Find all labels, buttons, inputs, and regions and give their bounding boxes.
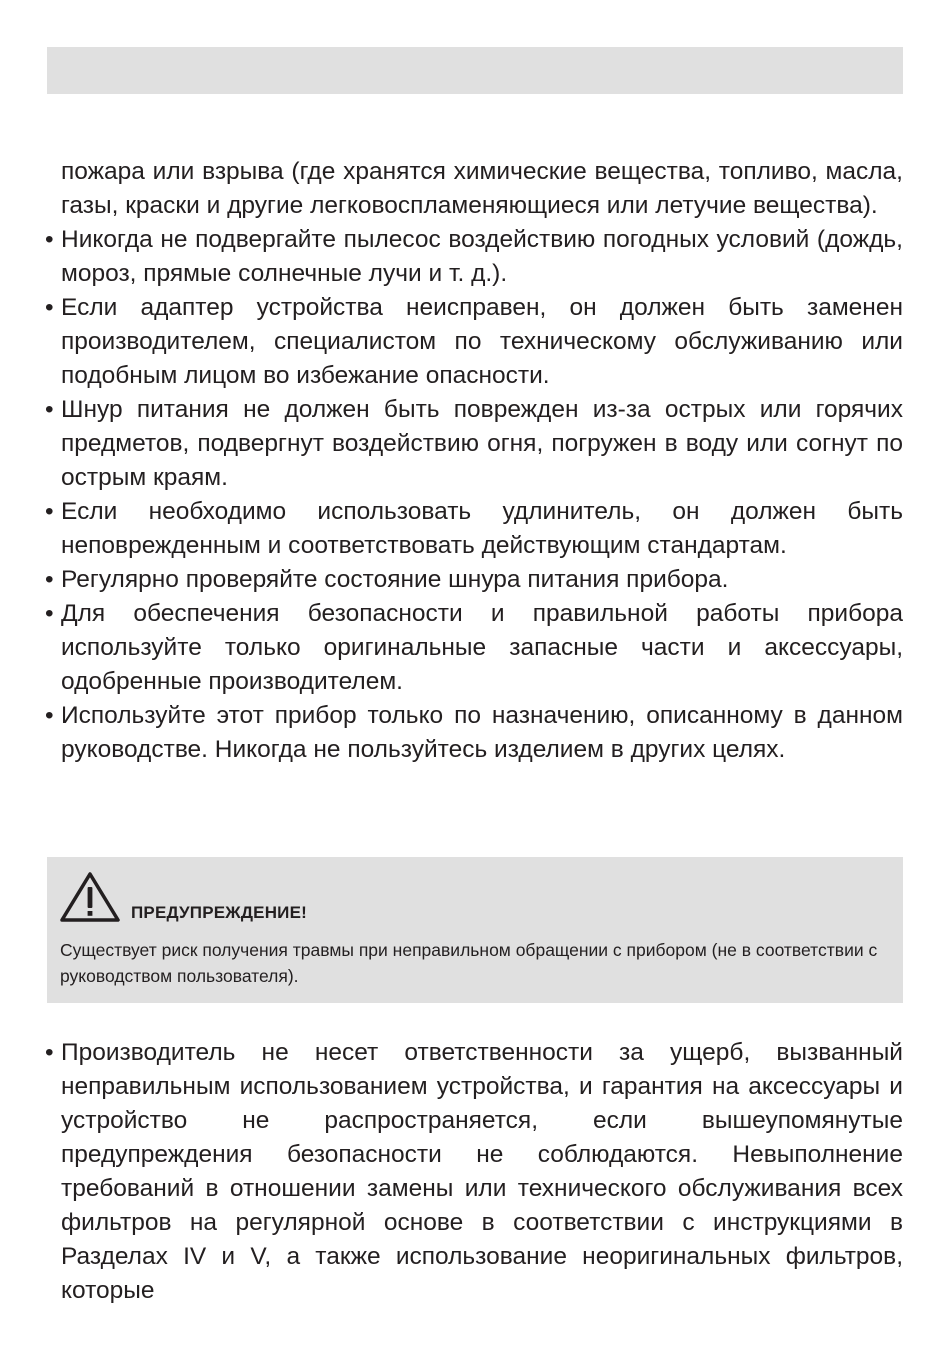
list-item (45, 495, 903, 563)
bullet-symbol: • (45, 498, 54, 525)
header-band (47, 47, 903, 94)
warning-text: Существует риск получения травмы при неправильном обращении с прибором (не в соответствии с руководством пользователя). (60, 940, 878, 986)
list-item-text: Производитель не несет ответственности за ущерб, вызванный неправильным использованием устройства, и гарантия на аксессуары и устройство не распространяется, если вышеупомянутые предупреждения безопасности не соблюдаются. Невыполнение требований в отношении замены или технического обслуживания всех фильтров на регулярной основе в соответствии с инструкциями в Разделах IV и V, а также использование неоригинальных фильтров, которые (61, 1039, 903, 1304)
list-item-text: Для обеспечения безопасности и правильной работы прибора используйте только оригинальные запасные части и аксессуары, одобренные производителем. (61, 600, 903, 695)
list-item-text: Используйте этот прибор только по назначению, описанному в данном руководстве. Никогда не пользуйтесь изделием в других целях. (61, 702, 903, 763)
bullet-symbol: • (45, 600, 54, 627)
bullet-symbol: • (45, 566, 54, 593)
list-item (45, 1036, 903, 1308)
warning-title: ПРЕДУПРЕЖДЕНИЕ! (131, 903, 307, 922)
warning-triangle-icon (59, 871, 121, 923)
bullet-symbol: • (45, 396, 54, 423)
list-item (45, 393, 903, 495)
list-item (45, 699, 903, 767)
bullet-symbol: • (45, 294, 54, 321)
list-item (45, 563, 903, 597)
liability-section (45, 1036, 903, 1308)
bullet-symbol: • (45, 702, 54, 729)
bullet-symbol: • (45, 226, 54, 253)
warning-header (59, 871, 307, 923)
list-item-text: Никогда не подвергайте пылесос воздействию погодных условий (дождь, мороз, прямые солнечные лучи и т. д.). (61, 226, 903, 287)
list-item (45, 223, 903, 291)
bullet-symbol: • (45, 1039, 54, 1066)
list-item-text: Шнур питания не должен быть поврежден из-за острых или горячих предметов, подвергнут воздействию огня, погружен в воду или согнут по острым краям. (61, 396, 903, 491)
list-item-text: Если необходимо использовать удлинитель, он должен быть неповрежденным и соответствовать действующим стандартам. (61, 498, 903, 559)
list-item (45, 597, 903, 699)
list-item-text: Если адаптер устройства неисправен, он должен быть заменен производителем, специалистом по техническому обслуживанию или подобным лицом во избежание опасности. (61, 294, 903, 389)
continued-paragraph: пожара или взрыва (где хранятся химические вещества, топливо, масла, газы, краски и другие легковоспламеняющиеся или летучие вещества). (61, 158, 903, 219)
list-item-text: Регулярно проверяйте состояние шнура питания прибора. (61, 566, 729, 593)
list-item (45, 291, 903, 393)
warning-box (47, 857, 903, 1003)
safety-instructions (45, 155, 903, 767)
